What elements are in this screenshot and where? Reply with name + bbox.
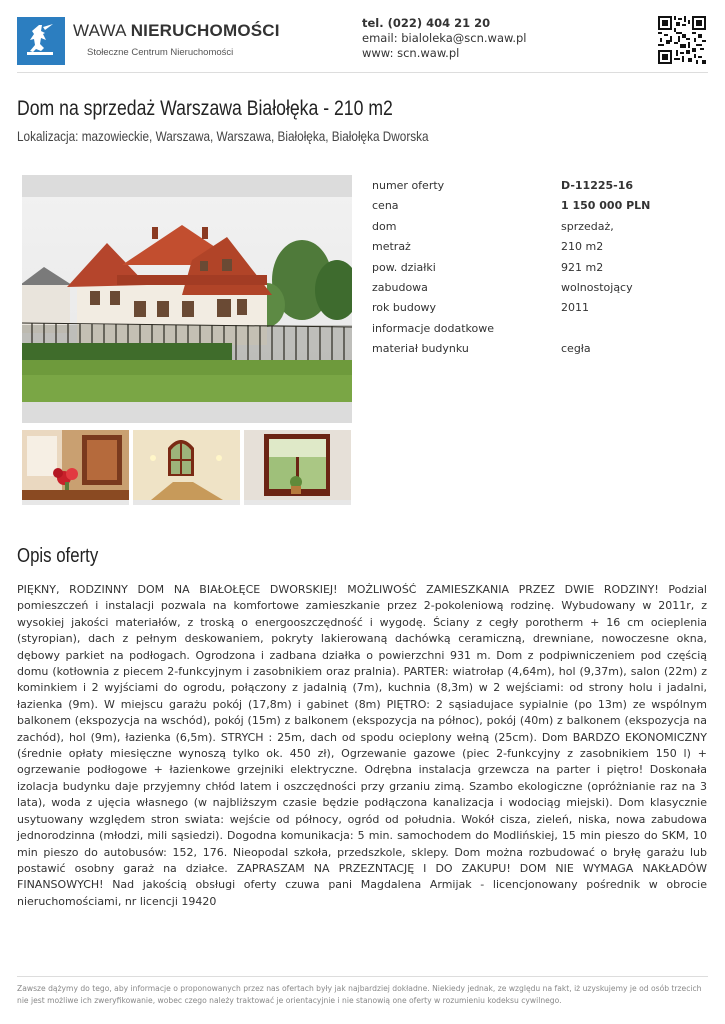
page-title: Dom na sprzedaż Warszawa Białołęka - 210 m2 xyxy=(17,97,393,120)
footer-divider xyxy=(17,976,708,977)
contact-phone[interactable]: tel. (022) 404 21 20 xyxy=(362,16,491,30)
detail-label: numer oferty xyxy=(372,179,445,192)
thumbnail-strip xyxy=(22,430,352,505)
brand-bold: NIERUCHOMOŚCI xyxy=(130,21,280,40)
thumbnail-photo-1[interactable] xyxy=(22,430,129,505)
detail-label: zabudowa xyxy=(372,281,428,294)
contact-www[interactable]: www: scn.waw.pl xyxy=(362,46,460,60)
description-heading: Opis oferty xyxy=(17,545,99,567)
detail-label: informacje dodatkowe xyxy=(372,321,495,335)
contact-email[interactable]: email: bialoleka@scn.waw.pl xyxy=(362,31,527,45)
detail-value: cegła xyxy=(561,342,591,356)
detail-label: cena xyxy=(372,199,399,213)
company-logo[interactable] xyxy=(17,17,65,65)
detail-row xyxy=(372,319,702,339)
listing-location: Lokalizacja: mazowieckie, Warszawa, Warszawa, Białołęka, Białołęka Dworska xyxy=(17,128,429,144)
contact-info xyxy=(362,16,527,61)
detail-row xyxy=(372,217,702,237)
page-header xyxy=(0,0,725,74)
footer-disclaimer: Zawsze dążymy do tego, aby informacje o proponowanych przez nas ofertach były jak najbardziej dokładne. Niekiedy jednak, ze względu na fakt, iż uzyskujemy je od osób trzecich nie jest możliwe ich zweryfikowanie, wobec czego należy traktować je orientacyjnie i nie stanowią one oferty w rozumieniu kodeksu cywilnego. xyxy=(17,984,702,1005)
thumbnail-photo-2[interactable] xyxy=(133,430,240,505)
main-house-photo[interactable] xyxy=(22,175,352,423)
qr-code xyxy=(658,16,706,64)
brand-name xyxy=(73,21,280,41)
detail-value: sprzedaż, xyxy=(561,219,614,233)
detail-label: dom xyxy=(372,219,397,233)
detail-value: 1 150 000 PLN xyxy=(561,199,651,213)
detail-value: 2011 xyxy=(561,301,589,315)
description-text: PIĘKNY, RODZINNY DOM NA BIAŁOŁĘCE DWORSKIEJ! MOŻLIWOŚĆ ZAMIESZKANIA PRZEZ DWIE RODZINY! Podzial pomieszczeń i instalacji pozwala na komfortowe zamieszkanie przez 2-pokoleniową rodzinę. Wybudowany w 2011r, z wysokiej jakości materiałów, z troską o energooszczędność i wygodę. Ściany z cegły porotherm + 16 cm ocieplenia (styropian), dach z pełnym deskowaniem, pokryty lakierowaną dachówką ceramiczną, drewniane, nowoczesne okna, dębowy parkiet na podłogach. Ogrodzona i zadbana działka o powierzchni 931 m. Dom z podpiwniczeniem pod częścią domu (kotłownia z piecem 2-funkcyjnym i zasobnikiem oraz pralnia). PARTER: wiatrołap (4,64m), hol (9,37m), salon (22m) z kominkiem i 2 wyjściami do ogrodu, połączony z jadalnią (7m), kuchnia (8,3m) w 2 wejściami: od strony holu i jadalni, łazienka (9m). W miejscu garażu pokój (17,8m) i gabinet (8m) PIĘTRO: 2 sąsiadujace sypialnie (po 13m) ze wspólnym balkonem (ekspozycja na wschód), pokój (15m) z balkonem (ekspozycja na północ), pokój (40m) z balkonem (ekspozycja na zachód), hol (9m), łazienka (6,5m). STRYCH : 25m, dach od spodu ocieplony wełną (25cm). Dom BARDZO EKONOMICZNY (średnie opłaty miesięczne wynoszą tylko ok. 450 zł), Ogrzewanie gazowe (piec 2-funkcyjny z zasobnikiem 150 l) + ogrzewanie podłogowe + łazienkowe grzejniki elektryczne. Odrębna instalacja grzewcza na parter i piętro! Doskonała izolacja budynku daje przyjemny chłód latem i oszczędności przy grzaniu zimą. Szambo ekologiczne (opróżnianie raz na 3 lata), woda z ujęcia własnego (w najbliższym czasie będzie podłączona kanalizacja i wodociąg miejski). Dom klasycznie usytuowany względem stron swiata: wejście od północy, ogród od południa. Wokół cisza, zieleń, niska, nowa zabudowa jednorodzinna (młodzi, mili sąsiedzi). Dogodna komunikacja: 5 min. samochodem do Modlińskiej, 15 min pieszo do SKM, 10 min pieszo do autobusów: 152, 176. Nieopodal szkoła, przedszkole, sklepy. Dom można rozbudować o bryłę garażu lub postawić osobny garaż na działce. ZAPRASZAM NA PRZEZNTACJĘ I DO ZAKUPU! DOM NIE WYMAGA NAKŁADÓW FINANSOWYCH! Nad jakością obsługi oferty czuwa pani Magdalena Armijak - licencjonowany pośrednik w obrocie nieruchomościami, nr licencji 19420 xyxy=(17,583,707,908)
brand-light: WAWA xyxy=(73,21,126,40)
detail-value: D-11225-16 xyxy=(561,179,634,192)
detail-row xyxy=(372,298,702,318)
detail-label: pow. działki xyxy=(372,260,436,274)
detail-row xyxy=(372,237,702,257)
detail-label: metraż xyxy=(372,240,411,254)
detail-label: materiał budynku xyxy=(372,342,469,356)
detail-value: 210 m2 xyxy=(561,240,604,254)
detail-value: 921 m2 xyxy=(561,260,604,274)
mermaid-logo-icon xyxy=(17,17,65,65)
detail-row xyxy=(372,176,702,196)
brand-subtitle: Stołeczne Centrum Nieruchomości xyxy=(87,47,234,58)
detail-label: rok budowy xyxy=(372,301,437,315)
detail-row xyxy=(372,196,702,216)
detail-value: wolnostojący xyxy=(561,281,633,294)
header-divider xyxy=(17,72,708,73)
detail-row xyxy=(372,278,702,298)
thumbnail-photo-3[interactable] xyxy=(244,430,351,505)
detail-row xyxy=(372,258,702,278)
detail-row xyxy=(372,339,702,359)
